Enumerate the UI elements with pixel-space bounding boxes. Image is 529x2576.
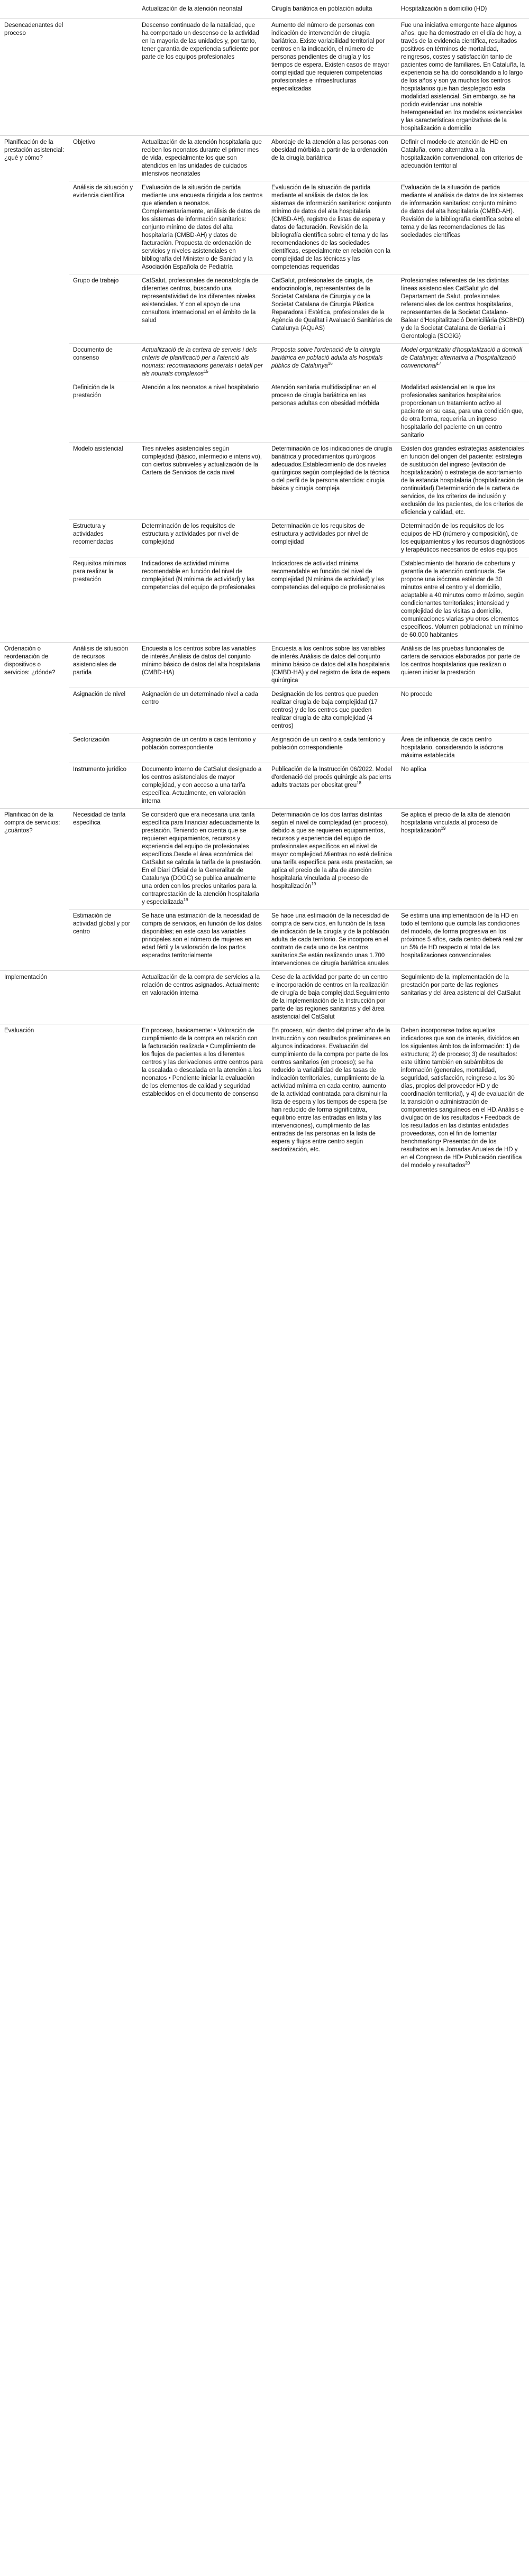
cell-bariatrica [267, 763, 397, 809]
cell-text: Evaluación de la situación de partida mediante el análisis de datos de los sistemas de información sanitarios: conjunto mínimo de datos del alta hospitalaria (CMBD-AH), registro de listas de espera y datos de facturación. Revisión de la bibliografía científica sobre el tema y de las recomendaciones de las sociedades científicas, especialmente en relación con la complejidad de las técnicas y las competencias requeridas [271, 185, 391, 270]
cell-text: Evaluación de la situación de partida mediante el análisis de datos de los sistemas de información sanitarios: conjunto mínimo de datos del alta hospitalaria (CMBD-AH). Revisión de la bibliografía científica sobre el tema y de las recomendaciones de las sociedades científicas [401, 185, 523, 239]
cell-hd [397, 734, 529, 763]
cell-neonatal [138, 557, 267, 643]
cell-text: Análisis de las pruebas funcionales de cartera de servicios elaborados por parte de los centros hospitalarios que realizan o quieren iniciar la prestación [401, 646, 521, 676]
row-subcategory: Definición de la prestación [69, 381, 138, 443]
cell-text: Deben incorporarse todos aquellos indicadores que son de interés, divididos en los siguientes ámbitos de información: 1) de estructura; 2) de proceso; 3) de resultados: este último también en subámbitos de información (generales, mortalidad, seguridad, satisfacción, reingreso a los 30 días, propios del proveedor HD y de coordinación territorial), y 4) de evaluación de la transición o administración de componentes sanguíneos en el HD.Análisis e divulgación de los resultados • Feedback de los resultados en las distintas entidades proveedoras, con el fin de fomentar benchmarking• Presentación de los resultados en la Jornadas Anuales de HD y en el Congreso de HD• Publicación científica del modelo y resultados [401, 1028, 524, 1169]
cell-text: Determinación de los requisitos de los equipos de HD (número y composición), de los equipamientos y los recursos diagnósticos y terapéuticos necesarios de estos equipos [401, 523, 525, 553]
reference-number: 19 [183, 897, 188, 903]
header-col1 [0, 0, 69, 19]
cell-text: Indicadores de actividad mínima recomendable en función del nivel de complejidad (N mínima de actividad) y las competencias del equipo de profesionales [142, 561, 256, 591]
table-row [0, 136, 529, 181]
cell-text: Modalidad asistencial en la que los profesionales sanitarios hospitalarios proporcionan un tratamiento activo al paciente en su casa, para una condición que, de otra forma, requeriría un ingreso hospitalario del paciente en un centro sanitario [401, 384, 524, 438]
cell-text: Descenso continuado de la natalidad, que ha comportado un descenso de la actividad en la mayoría de las unidades y, por tanto, tener garantía de experiencia suficiente por parte de los equipos profesionales [142, 22, 259, 60]
row-subcategory [69, 19, 138, 136]
row-subcategory: Análisis de situación y evidencia científica [69, 181, 138, 274]
cell-bariatrica [267, 557, 397, 643]
cell-bariatrica [267, 688, 397, 734]
table-body [0, 19, 529, 1173]
cell-text: Definir el modelo de atención de HD en Cataluña, como alternativa a la hospitalización convencional, con criterios de adecuación territorial [401, 139, 523, 169]
section-category: Planificación de la compra de servicios: ¿cuántos? [0, 809, 69, 971]
table-row [0, 971, 529, 1024]
header-hd: Hospitalización a domicilio (HD) [397, 0, 529, 19]
cell-text: Indicadores de actividad mínima recomendable en función del nivel de complejidad (N mínima de actividad) y las competencias del equipo de profesionales [271, 561, 385, 591]
cell-bariatrica [267, 443, 397, 520]
table-header [0, 0, 529, 19]
cell-bariatrica [267, 809, 397, 910]
reference-number: 19 [311, 882, 316, 887]
cell-text: No aplica [401, 766, 426, 773]
cell-hd [397, 971, 529, 1024]
section-category: Desencadenantes del proceso [0, 19, 69, 136]
cell-bariatrica [267, 910, 397, 971]
row-subcategory: Documento de consenso [69, 344, 138, 381]
cell-text: Determinación de los requisitos de estructura y actividades por nivel de complejidad [271, 523, 369, 545]
cell-text: Encuesta a los centros sobre las variables de interés.Análisis de datos del conjunto mínimo básico de datos del alta hospitalaria (CMBD-HA) y del registro de lista de espera quirúrgica [271, 646, 390, 684]
cell-hd [397, 643, 529, 688]
cell-hd [397, 181, 529, 274]
cell-text: Determinación de los indicaciones de cirugía bariátrica y procedimientos quirúrgicos adecuados.Establecimiento de dos niveles quirúrgicos según complejidad de la técnica o del perfil de la persona atendida: cirugía básica y cirugía compleja [271, 446, 393, 492]
cell-text: Evaluación de la situación de partida mediante una encuesta dirigida a los centros que atienden a neonatos. Complementariamente, análisis de datos de los sistemas de información sanitarios: conjunto mínimo de datos del alta hospitalaria (CMBD-AH) y datos de facturación. Propuesta de ordenación de servicios y niveles asistenciales en bibliografía del Ministerio de Sanidad y la Asociación Española de Pediatría [142, 185, 263, 270]
table-row [0, 910, 529, 971]
cell-hd [397, 274, 529, 344]
reference-number: 17 [436, 361, 442, 366]
table-row [0, 643, 529, 688]
cell-neonatal [138, 809, 267, 910]
header-col2 [69, 0, 138, 19]
cell-text: Existen dos grandes estrategias asistenciales en función del origen del paciente: estrategia de sustitución del ingreso (evitación de hospitalización) o estrategia de acortamiento de la estancia hospitalaria (hospitalización de continuidad).Determinación de la cartera de servicios, de los criterios de inclusión y exclusión de los pacientes, de los criterios de eficiencia y calidad, etc. [401, 446, 524, 516]
cell-text: Encuesta a los centros sobre las variables de interés.Análisis de datos del conjunto mínimo básico de datos del alta hospitalaria (CMBD-HA) [142, 646, 260, 676]
cell-text: CatSalut, profesionales de cirugía, de endocrinología, representantes de la Societat Catalana de Cirurgia y de la Societat Catalana de Cirurgia Plàstica Reparadora i Estètica, profesionales de la Agència de Qualitat i Avaluació Sanitàries de Catalunya (AQuAS) [271, 278, 393, 332]
table-row [0, 688, 529, 734]
table-row [0, 1024, 529, 1173]
row-subcategory: Grupo de trabajo [69, 274, 138, 344]
cell-neonatal [138, 19, 267, 136]
cell-text: Atención sanitaria multidisciplinar en el proceso de cirugía bariátrica en las personas adultas con obesidad mórbida [271, 384, 379, 407]
table-row [0, 443, 529, 520]
cell-hd [397, 688, 529, 734]
cell-text: Establecimiento del horario de cobertura y garantía de la atención continuada. Se propone una isócrona estándar de 30 minutos entre el centro y el domicilio, adaptable a 40 minutos como máximo, según condicionantes territoriales; intensidad y complejidad de las visitas a domicilio, comunicaciones viarias y/u otros elementos específicos. Volumen poblacional: un mínimo de 60.000 habitantes [401, 561, 524, 638]
table-row [0, 181, 529, 274]
cell-text: Actualización de la atención hospitalaria que reciben los neonatos durante el primer mes de vida, especialmente los que son atendidos en las unidades de cuidados intensivos neonatales [142, 139, 262, 177]
cell-neonatal [138, 763, 267, 809]
cell-text: Determinación de los dos tarifas distintas según el nivel de complejidad (en proceso), debido a que se requieren equipamientos, recursos y experiencia del equipo de profesionales específicos en el nivel de mayor complejidad.Mientras no esté definida una tarifa específica para esta prestación, se aplica el precio de la alta de atención hospitalaria vinculada al proceso de hospitalización [271, 812, 393, 890]
cell-text: Profesionales referentes de las distintas líneas asistenciales CatSalut y/o del Departament de Salut, profesionales referenciales de los centros hospitalarios, representantes de la Societat Catalano-Balear d'Hospitalització Domiciliària (SCBHD) y de la Societat Catalana de Geriatria i Gerontologia (SCGiG) [401, 278, 524, 340]
cell-text: Se consideró que era necesaria una tarifa específica para financiar adecuadamente la prestación. Teniendo en cuenta que se requieren equipamientos, recursos y experiencia del equipo de profesionales específicos.Desde el área económica del CatSalut se calcula la tarifa de la prestación. En el Diari Oficial de la Generalitat de Catalunya (DOGC) se publica anualmente una orden con los precios unitarios para la contraprestación de la atención hospitalaria y especializada [142, 812, 262, 905]
cell-text: En proceso, basicamente: • Valoración de cumplimiento de la compra en relación con la facturación realizada • Cumplimiento de los flujos de pacientes a los diferentes centros y las derivaciones entre centros para la escalada o descalada en la atención a los neonatos • Pendiente iniciar la evaluación de los elementos de calidad y seguridad establecidos en el documento de consenso [142, 1028, 263, 1097]
table-row [0, 557, 529, 643]
row-subcategory: Estimación de actividad global y por centro [69, 910, 138, 971]
cell-hd [397, 809, 529, 910]
cell-bariatrica [267, 1024, 397, 1173]
cell-hd [397, 520, 529, 557]
cell-text: Se hace una estimación de la necesidad de compra de servicios, en función de la tasa de indicación de la cirugía y de la población adulta de cada territorio. Se incorpora en el contrato de cada uno de los centros sanitarios.Se están realizando unas 1.700 intervenciones de cirugía bariátrica anuales [271, 913, 389, 967]
section-category: Ordenación o reordenación de dispositivos o servicios: ¿dónde? [0, 643, 69, 809]
cell-bariatrica [267, 381, 397, 443]
section-category: Planificación de la prestación asistencial: ¿qué y cómo? [0, 136, 69, 643]
cell-text: Proposta sobre l'ordenació de la cirurgia bariàtrica en població adulta als hospitals públics de Catalunya [271, 347, 383, 369]
table-row [0, 520, 529, 557]
cell-text: Abordaje de la atención a las personas con obesidad mórbida a partir de la ordenación de la cirugía bariátrica [271, 139, 388, 161]
reference-number: 16 [327, 361, 333, 366]
cell-hd [397, 910, 529, 971]
cell-text: Área de influencia de cada centro hospitalario, considerando la isócrona máxima establecida [401, 737, 504, 759]
cell-text: En proceso, aún dentro del primer año de la Instrucción y con resultados preliminares en algunos indicadores. Evaluación del cumplimiento de la compra por parte de los centros sanitarios (en proceso); se ha reducido la variabilidad de las tasas de indicación territoriales, cumplimiento de la actividad mínima en cada centro, aumento de la actividad contratada para disminuir la lista de espera y los tiempos de espera (se han reducido de forma significativa, equilibrio entre las entradas en lista y las intervenciones), cumplimiento de las entradas de las personas en la lista de espera y flujos entre centro según sectorización, etc. [271, 1028, 390, 1153]
cell-bariatrica [267, 19, 397, 136]
cell-text: Model organitzatiu d'hospitalització a domicili de Catalunya: alternativa a l'hospitalització convencional [401, 347, 523, 369]
cell-text: Tres niveles asistenciales según complejidad (básico, intermedio e intensivo), con ciertos subniveles y actualización de la Cartera de Servicios de cada nivel [142, 446, 262, 476]
reference-number: 19 [441, 826, 446, 831]
cell-text: Atención a los neonatos a nivel hospitalario [142, 384, 259, 391]
table-row [0, 809, 529, 910]
cell-text: Determinación de los requisitos de estructura y actividades por nivel de complejidad [142, 523, 239, 545]
header-neonatal: Actualización de la atención neonatal [138, 0, 267, 19]
table-row [0, 274, 529, 344]
cell-text: Actualización de la compra de servicios a la relación de centros asignados. Actualmente en valoración interna [142, 974, 260, 996]
row-subcategory [69, 1024, 138, 1173]
cell-bariatrica [267, 274, 397, 344]
cell-bariatrica [267, 520, 397, 557]
cell-bariatrica [267, 734, 397, 763]
cell-neonatal [138, 971, 267, 1024]
row-subcategory: Modelo asistencial [69, 443, 138, 520]
cell-hd [397, 136, 529, 181]
cell-hd [397, 1024, 529, 1173]
row-subcategory: Requisitos mínimos para realizar la prestación [69, 557, 138, 643]
cell-bariatrica [267, 344, 397, 381]
cell-neonatal [138, 734, 267, 763]
cell-neonatal [138, 381, 267, 443]
cell-bariatrica [267, 643, 397, 688]
section-category: Implementación [0, 971, 69, 1024]
cell-bariatrica [267, 136, 397, 181]
cell-text: Se estima una implementación de la HD en todo el territorio que cumpla las condiciones del modelo, de forma progresiva en los próximos 5 años, cada centro deberá realizar un 5% de HD respecto al total de las hospitalizaciones convencionales [401, 913, 523, 959]
cell-text: Asignación de un centro a cada territorio y población correspondiente [142, 737, 256, 751]
cell-text: Aumento del número de personas con indicación de intervención de cirugía bariátrica. Existe variabilidad territorial por centros en la indicación, el número de personas pendientes de cirugía y los tiempos de espera. Existen casos de mayor complejidad que requieren competencias profesionales e infraestructuras especializadas [271, 22, 390, 92]
cell-bariatrica [267, 971, 397, 1024]
row-subcategory [69, 971, 138, 1024]
table-row [0, 763, 529, 809]
cell-text: Cese de la actividad por parte de un centro e incorporación de centros en la realización de cirugía de baja complejidad.Seguimiento de la implementación de la Instrucción por parte de las regiones sanitarias y del área asistencial del CatSalut [271, 974, 390, 1020]
cell-text: Fue una iniciativa emergente hace algunos años, que ha demostrado en el día de hoy, a través de la evidencia científica, resultados positivos en términos de mortalidad, reingresos, costes y satisfacción tanto de pacientes como de familiares. En Cataluña, la experiencia se ha ido consolidando a lo largo de los años y son ya muchos los centros hospitalarios que han desplegado esta modalidad asistencial. Sin embargo, se ha podido evidenciar una notable heterogeneidad en los modelos asistenciales y las características organizativas de la hospitalización a domicilio [401, 22, 525, 132]
cell-text: Asignación de un centro a cada territorio y población correspondiente [271, 737, 386, 751]
table-row [0, 381, 529, 443]
comparison-table [0, 0, 529, 1172]
row-subcategory: Instrumento jurídico [69, 763, 138, 809]
cell-text: Seguimiento de la implementación de la prestación por parte de las regiones sanitarias y del área asistencial del CatSalut [401, 974, 521, 996]
row-subcategory: Necesidad de tarifa específica [69, 809, 138, 910]
cell-text: Asignación de un determinado nivel a cada centro [142, 691, 258, 705]
row-subcategory: Asignación de nivel [69, 688, 138, 734]
reference-number: 15 [203, 369, 208, 374]
cell-text: Designación de los centros que pueden realizar cirugía de baja complejidad (17 centros) y de los centros que pueden realizar cirugía de alta complejidad (4 centros) [271, 691, 379, 729]
cell-hd [397, 381, 529, 443]
section-category: Evaluación [0, 1024, 69, 1173]
cell-neonatal [138, 643, 267, 688]
cell-hd [397, 443, 529, 520]
cell-text: Se aplica el precio de la alta de atención hospitalaria vinculada al proceso de hospitalización [401, 812, 510, 834]
cell-neonatal [138, 520, 267, 557]
table-row [0, 19, 529, 136]
cell-hd [397, 557, 529, 643]
cell-neonatal [138, 274, 267, 344]
table-row [0, 344, 529, 381]
cell-hd [397, 763, 529, 809]
cell-neonatal [138, 136, 267, 181]
cell-neonatal [138, 181, 267, 274]
cell-neonatal [138, 688, 267, 734]
cell-neonatal [138, 1024, 267, 1173]
row-subcategory: Sectorización [69, 734, 138, 763]
cell-text: Se hace una estimación de la necesidad de compra de servicios, en función de los datos disponibles; en este caso las variables principales son el número de mujeres en edad fértil y la valoración de los partos esperados territorialmente [142, 913, 262, 959]
cell-neonatal [138, 344, 267, 381]
cell-text: No procede [401, 691, 433, 698]
row-subcategory: Objetivo [69, 136, 138, 181]
cell-text: Publicación de la Instrucción 06/2022. Model d'ordenació del procés quirúrgic als pacients adults tractats per obesitat greu [271, 766, 393, 789]
reference-number: 18 [357, 781, 361, 786]
row-subcategory: Análisis de situación de recursos asistenciales de partida [69, 643, 138, 688]
cell-text: Documento interno de CatSalut designado a los centros asistenciales de mayor complejidad, y con acceso a una tarifa específica. Actualmente, en valoración interna [142, 766, 262, 804]
cell-text: CatSalut, profesionales de neonatología de diferentes centros, buscando una representatividad de los diferentes niveles asistenciales. Y con el apoyo de una consultora internacional en el ámbito de la salud [142, 278, 259, 324]
cell-bariatrica [267, 181, 397, 274]
cell-text: Actualització de la cartera de serveis i dels criteris de planificació per a l'atenció als nounats: recomanacions generals i detall per als nounats complexos [142, 347, 263, 377]
cell-hd [397, 344, 529, 381]
row-subcategory: Estructura y actividades recomendadas [69, 520, 138, 557]
reference-number: 20 [465, 1161, 470, 1166]
cell-hd [397, 19, 529, 136]
table-row [0, 734, 529, 763]
header-bariatrica: Cirugía bariátrica en población adulta [267, 0, 397, 19]
cell-neonatal [138, 443, 267, 520]
cell-neonatal [138, 910, 267, 971]
